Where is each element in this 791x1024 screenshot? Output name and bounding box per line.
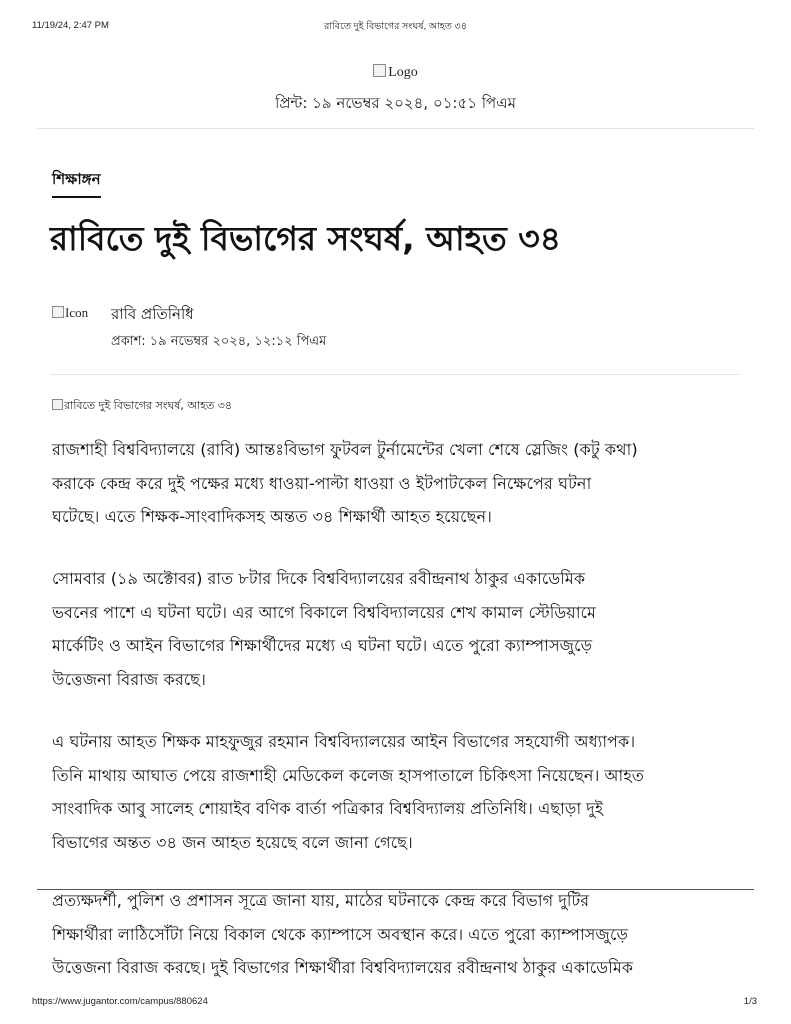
article-paragraph — [52, 884, 757, 985]
divider — [37, 128, 754, 129]
article-image-alt: রাবিতে দুই বিভাগের সংঘর্ষ, আহত ৩৪ — [64, 399, 233, 412]
paragraph-line: এ ঘটনায় আহত শিক্ষক মাহফুজুর রহমান বিশ্ববিদ্যালয়ের আইন বিভাগের সহযোগী অধ্যাপক। — [52, 732, 636, 751]
paragraph-line: শিক্ষার্থীরা লাঠিসোঁটা নিয়ে বিকাল থেকে ক্যাম্পাসে অবস্থান করে। এতে পুরো ক্যাম্পাসজুড়ে — [52, 924, 628, 944]
print-doc-title: রাবিতে দুই বিভাগের সংঘর্ষ, আহত ৩৪ — [324, 21, 467, 32]
paragraph-line: ভবনের পাশে এ ঘটনা ঘটে। এর আগে বিকালে বিশ্ববিদ্যালয়ের শেখ কামাল স্টেডিয়ামে — [52, 602, 597, 622]
category-link[interactable]: শিক্ষাঙ্গন — [52, 168, 101, 198]
broken-image-icon — [52, 399, 63, 410]
article-paragraph — [52, 433, 757, 534]
paragraph-line: সাংবাদিক আবু সালেহ শোয়াইব বণিক বার্তা পত্রিকার বিশ্ববিদ্যালয় প্রতিনিধি। এছাড়া দুই — [52, 799, 604, 818]
print-datetime: 11/19/24, 2:47 PM — [32, 20, 109, 31]
publish-date: প্রকাশ: ১৯ নভেম্বর ২০২৪, ১২:১২ পিএম — [111, 334, 327, 349]
paragraph-line: উত্তেজনা বিরাজ করছে। দুই বিভাগের শিক্ষার্থীরা বিশ্ববিদ্যালয়ের রবীন্দ্রনাথ ঠাকুর একাডেমিক — [52, 958, 634, 977]
paragraph-line: করাকে কেন্দ্র করে দুই পক্ষের মধ্যে ধাওয়া-পাল্টা ধাওয়া ও ইটপাটকেল নিক্ষেপের ঘটনা — [52, 473, 592, 493]
paragraph-line: সোমবার (১৯ অক্টোবর) রাত ৮টার দিকে বিশ্ববিদ্যালয়ের রবীন্দ্রনাথ ঠাকুর একাডেমিক — [52, 569, 586, 588]
article-headline: রাবিতে দুই বিভাগের সংঘর্ষ, আহত ৩৪ — [50, 219, 562, 258]
logo-alt-text: Logo — [388, 65, 418, 80]
author-avatar — [52, 305, 88, 321]
page-url: https://www.jugantor.com/campus/880624 — [32, 996, 208, 1007]
paragraph-line: রাজশাহী বিশ্ববিদ্যালয়ে (রাবি) আন্তঃবিভাগ ফুটবল টুর্নামেন্টের খেলা শেষে স্লেজিং (কটু কথা) — [52, 440, 638, 459]
paragraph-line: বিভাগের অন্তত ৩৪ জন আহত হয়েছে বলে জানা গেছে। — [52, 832, 413, 852]
page-number: 1/3 — [743, 996, 757, 1007]
site-logo[interactable] — [0, 64, 791, 81]
broken-image-icon — [373, 64, 386, 77]
paragraph-line: প্রত্যক্ষদর্শী, পুলিশ ও প্রশাসন সূত্রে জানা যায়, মাঠের ঘটনাকে কেন্দ্র করে বিভাগ দুটির — [52, 891, 590, 910]
divider — [50, 374, 740, 375]
author-icon-alt: Icon — [65, 305, 89, 320]
paragraph-line: তিনি মাথায় আঘাত পেয়ে রাজশাহী মেডিকেল কলেজ হাসপাতালে চিকিৎসা নিয়েছেন। আহত — [52, 765, 645, 785]
author-name: রাবি প্রতিনিধি — [111, 305, 194, 323]
paragraph-line: মার্কেটিং ও আইন বিভাগের শিক্ষার্থীদের মধ্যে এ ঘটনা ঘটে। এতে পুরো ক্যাম্পাসজুড়ে — [52, 636, 593, 655]
paragraph-line: ঘটেছে। এতে শিক্ষক-সাংবাদিকসহ অন্তত ৩৪ শিক্ষার্থী আহত হয়েছেন। — [52, 507, 492, 526]
article-image — [52, 397, 232, 416]
print-header — [0, 14, 791, 34]
broken-image-icon — [52, 306, 64, 318]
paragraph-line: উত্তেজনা বিরাজ করছে। — [52, 669, 206, 689]
print-footer — [0, 996, 791, 1010]
article-paragraph — [52, 725, 757, 859]
print-time: প্রিন্ট: ১৯ নভেম্বর ২০২৪, ০১:৫১ পিএম — [275, 94, 516, 112]
article-paragraph — [52, 562, 757, 696]
